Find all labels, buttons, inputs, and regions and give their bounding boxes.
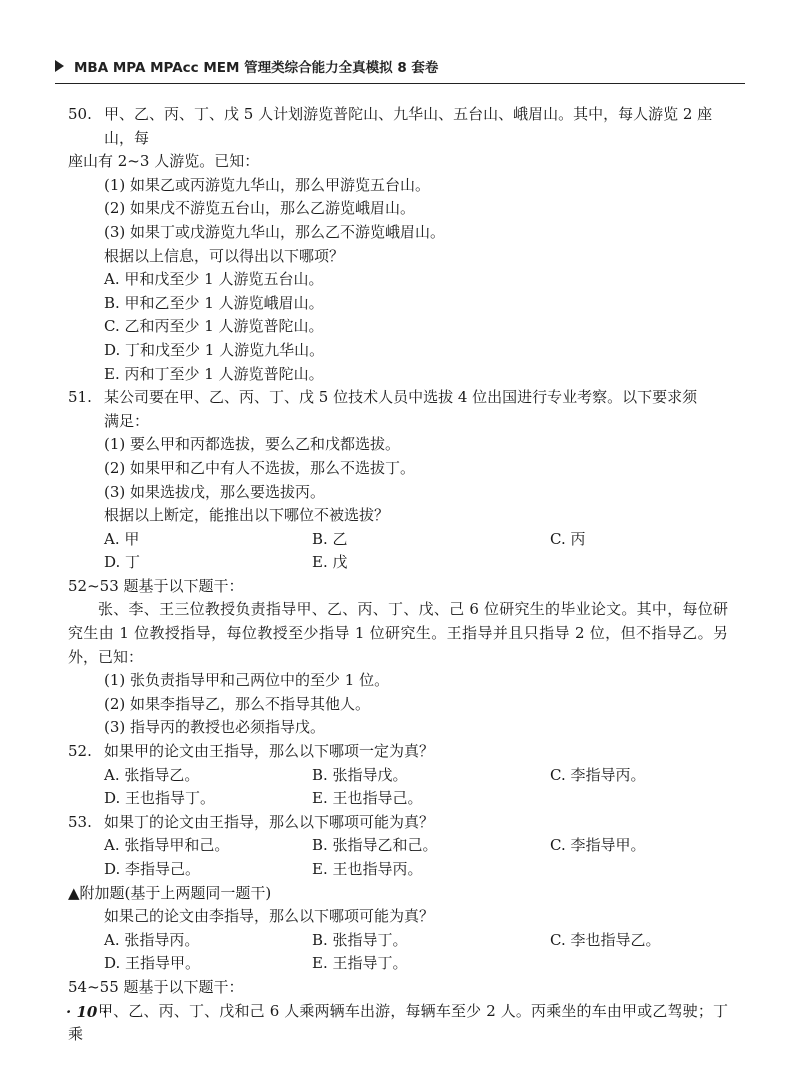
group-passage: 张、李、王三位教授负责指导甲、乙、丙、丁、戊、己 6 位研究生的毕业论文。其中，每位研究生由 1 位教授指导，每位教授至少指导 1 位研究生。王指导并且只指导 2 位，但不指导乙。另外，已知： <box>68 600 728 666</box>
option-b: B. 张指导丁。 <box>312 930 408 949</box>
question-53 <box>68 811 728 882</box>
header-rule <box>55 83 745 84</box>
condition: (3) 如果丁或戊游览九华山，那么乙不游览峨眉山。 <box>104 222 446 241</box>
question-51 <box>68 386 728 575</box>
option-c: C. 李指导丙。 <box>550 765 646 784</box>
extra-title: ▲附加题(基于上两题同一题干) <box>68 883 272 902</box>
options-grid <box>68 764 728 811</box>
options-grid <box>68 929 728 976</box>
question-stem: 如果己的论文由李指导，那么以下哪项可能为真？ <box>104 907 435 926</box>
question-52 <box>68 740 728 811</box>
options-grid <box>68 528 728 575</box>
option-c: C. 丙 <box>550 529 586 548</box>
header-title: MBA MPA MPAcc MEM 管理类综合能力全真模拟 8 套卷 <box>74 60 439 76</box>
condition: (1) 如果乙或丙游览九华山，那么甲游览五台山。 <box>104 175 431 194</box>
condition: (3) 指导丙的教授也必须指导戊。 <box>104 718 326 737</box>
option-d: D. 王指导甲。 <box>104 954 201 973</box>
option-b: B. 张指导乙和己。 <box>312 836 438 855</box>
question-ask: 根据以上信息，可以得出以下哪项？ <box>104 246 345 265</box>
option-e: E. 王也指导己。 <box>312 789 423 808</box>
question-number: 52. <box>68 742 92 761</box>
question-stem: 如果丁的论文由王指导，那么以下哪项可能为真？ <box>104 812 435 831</box>
running-header <box>55 52 745 80</box>
option-d: D. 丁 <box>104 553 141 572</box>
option-d: D. 李指导己。 <box>104 860 201 878</box>
question-stem: 甲、乙、丙、丁、戊 5 人计划游览普陀山、九华山、五台山、峨眉山。其中，每人游览 2 座山，每 <box>104 105 713 147</box>
page-content <box>68 103 728 1047</box>
question-50 <box>68 103 728 386</box>
condition: (2) 如果甲和乙中有人不选拔，那么不选拔丁。 <box>104 458 416 477</box>
group-title: 52~53 题基于以下题干： <box>68 576 244 595</box>
group-title: 54~55 题基于以下题干： <box>68 977 244 996</box>
option-e: E. 王也指导丙。 <box>312 860 423 878</box>
question-number: 53. <box>68 812 92 831</box>
option-c: C. 李指导甲。 <box>550 836 646 855</box>
option-b: B. 张指导戊。 <box>312 765 408 784</box>
page-number: · 10 · <box>66 1003 108 1021</box>
option-a: A. 张指导甲和己。 <box>104 836 230 855</box>
option-a: A. 张指导乙。 <box>104 765 200 784</box>
option-c: C. 李也指导乙。 <box>550 930 661 949</box>
question-group-54-55 <box>68 976 728 1047</box>
group-passage: 甲、乙、丙、丁、戊和己 6 人乘两辆车出游，每辆车至少 2 人。丙乘坐的车由甲或乙驾驶；丁乘 <box>68 1001 728 1044</box>
condition: (3) 如果选拔戊，那么要选拔丙。 <box>104 482 326 501</box>
option-c: C. 乙和丙至少 1 人游览普陀山。 <box>104 317 324 336</box>
extra-question <box>68 882 728 976</box>
option-a: A. 张指导丙。 <box>104 930 200 949</box>
option-a: A. 甲和戊至少 1 人游览五台山。 <box>104 270 324 289</box>
option-d: D. 王也指导丁。 <box>104 789 216 808</box>
condition: (2) 如果李指导乙，那么不指导其他人。 <box>104 694 371 713</box>
option-b: B. 甲和乙至少 1 人游览峨眉山。 <box>104 293 324 312</box>
options-grid <box>68 834 728 881</box>
option-e: E. 王指导丁。 <box>312 954 408 973</box>
option-e: E. 戊 <box>312 553 348 572</box>
condition: (1) 张负责指导甲和己两位中的至少 1 位。 <box>104 671 390 690</box>
question-number: 50. <box>68 105 92 123</box>
question-stem: 某公司要在甲、乙、丙、丁、戊 5 位技术人员中选拔 4 位出国进行专业考察。以下要求须 <box>104 388 698 407</box>
question-stem: 如果甲的论文由王指导，那么以下哪项一定为真？ <box>104 742 435 761</box>
question-stem-continued: 座山有 2~3 人游览。已知： <box>68 152 260 171</box>
condition: (2) 如果戊不游览五台山，那么乙游览峨眉山。 <box>104 199 416 218</box>
condition: (1) 要么甲和丙都选拔，要么乙和戊都选拔。 <box>104 435 401 454</box>
question-stem-continued: 满足： <box>104 411 150 430</box>
option-a: A. 甲 <box>104 529 140 548</box>
option-b: B. 乙 <box>312 529 348 548</box>
option-d: D. 丁和戊至少 1 人游览九华山。 <box>104 340 325 359</box>
option-e: E. 丙和丁至少 1 人游览普陀山。 <box>104 364 324 383</box>
triangle-marker-icon <box>55 60 64 72</box>
question-number: 51. <box>68 388 92 407</box>
question-ask: 根据以上断定，能推出以下哪位不被选拔？ <box>104 506 390 525</box>
question-group-52-53 <box>68 575 728 740</box>
